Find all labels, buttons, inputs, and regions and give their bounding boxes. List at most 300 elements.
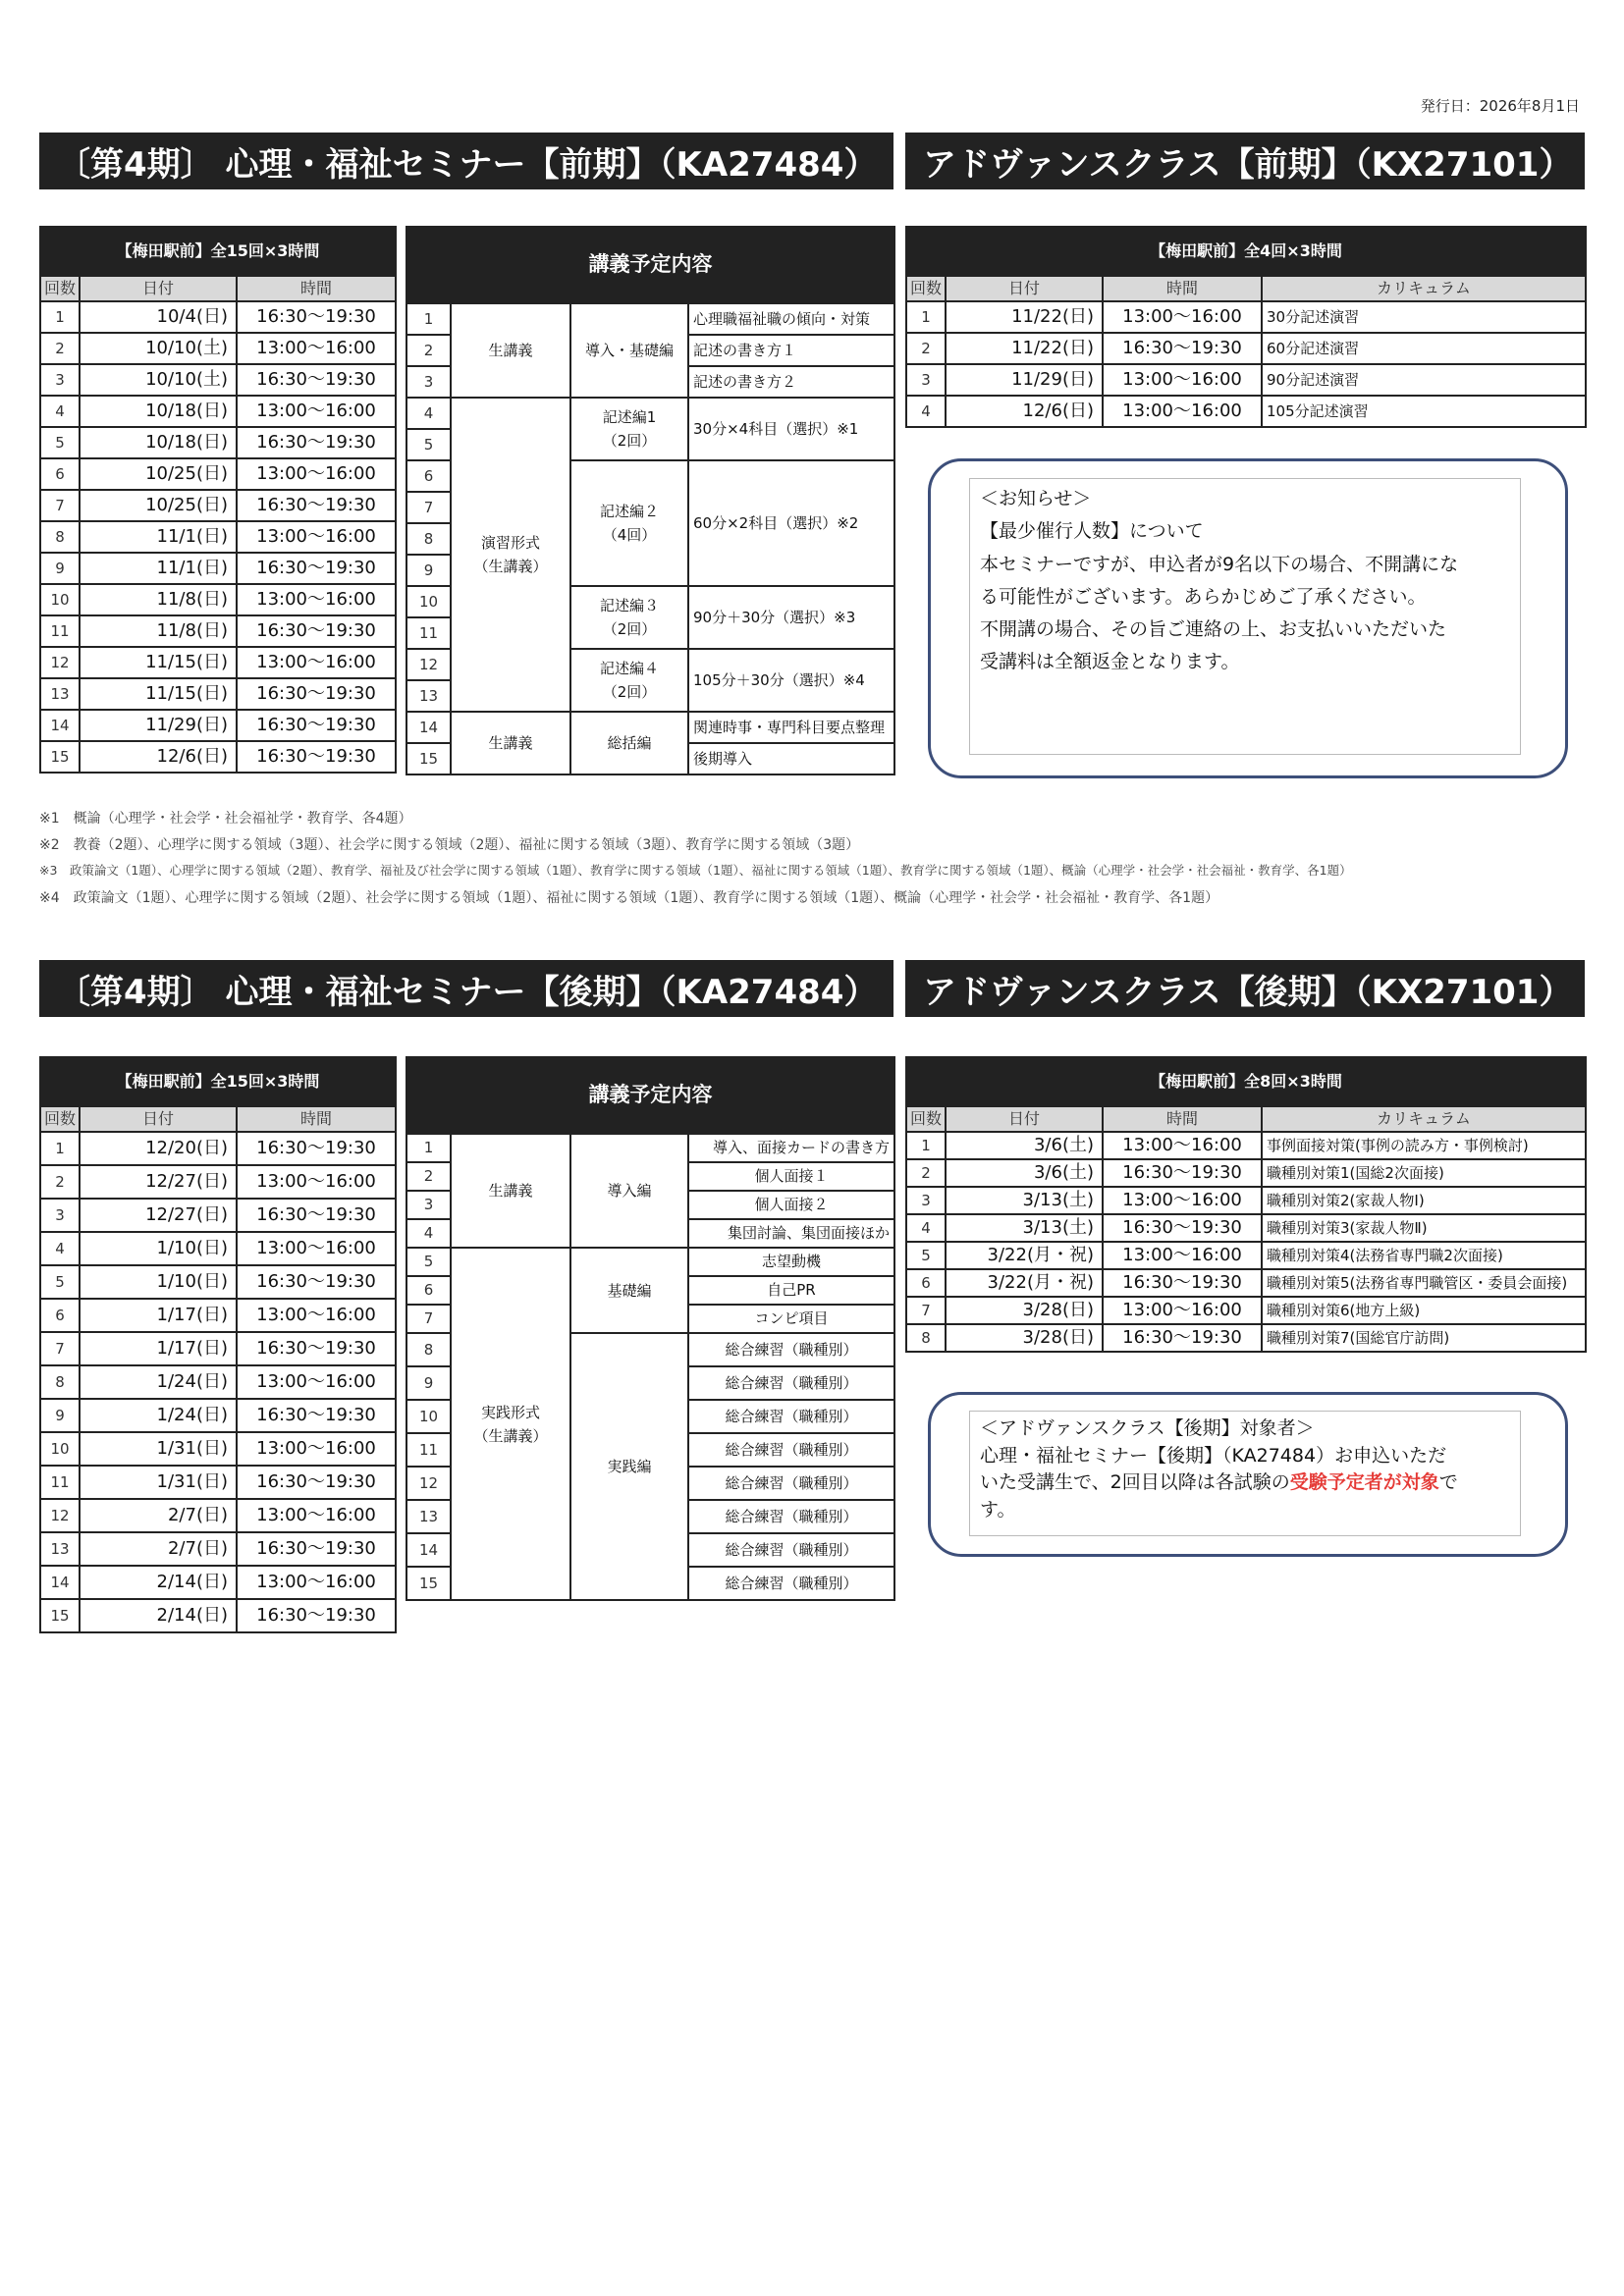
footnote-4: ※4 政策論文（1題）、心理学に関する領域（2題）、社会学に関する領域（1題）、福祉に関する領域（1題）、教育学に関する領域（1題）、概論（心理学・社会学・社会福祉・教育学、各1題） — [39, 890, 1219, 906]
notice-line: 不開講の場合、その旨ご連絡の上、お支払いいただいた — [980, 618, 1447, 640]
schedule-row — [40, 1599, 396, 1632]
schedule-row — [40, 1365, 396, 1399]
row-number: 14 — [40, 710, 80, 741]
row-time: 13:00〜16:00 — [1103, 1132, 1262, 1159]
footnote-1: ※1 概論（心理学・社会学・社会福祉学・教育学、各4題） — [39, 811, 412, 827]
col-count: 回数 — [906, 276, 946, 301]
row-date: 3/28(日) — [946, 1297, 1103, 1324]
lec-num: 15 — [406, 743, 451, 774]
footnote-2: ※2 教養（2題）、心理学に関する領域（3題）、社会学に関する領域（2題）、福祉に関する領域（3題）、教育学に関する領域（3題） — [39, 837, 860, 853]
title-second-right: アドヴァンスクラス【後期】（KX27101） — [905, 960, 1585, 1017]
row-time: 16:30〜19:30 — [237, 1466, 396, 1499]
row-curriculum: 職種別対策2(家裁人物Ⅰ) — [1262, 1187, 1586, 1214]
row-number: 3 — [40, 1199, 80, 1232]
lecture-row — [406, 1248, 894, 1276]
schedule-row — [40, 521, 396, 553]
col-count: 回数 — [906, 1106, 946, 1132]
schedule-row — [40, 396, 396, 427]
lecture-topic: 総合練習（職種別） — [688, 1400, 894, 1433]
lecture-section: 総括編 — [570, 712, 688, 774]
second-notice-content — [969, 1411, 1521, 1536]
row-time: 16:30〜19:30 — [237, 490, 396, 521]
row-time: 13:00〜16:00 — [1103, 364, 1262, 396]
row-curriculum: 90分記述演習 — [1262, 364, 1586, 396]
row-time: 16:30〜19:30 — [237, 1265, 396, 1299]
lecture-topic: 記述の書き方２ — [688, 366, 894, 398]
lec-num: 13 — [406, 680, 451, 712]
advance-row — [906, 1187, 1586, 1214]
lec-num: 2 — [406, 1162, 451, 1191]
row-time: 13:00〜16:00 — [237, 333, 396, 364]
second-schedule-table — [39, 1056, 397, 1633]
col-time: 時間 — [237, 276, 396, 301]
title-first-left: 〔第4期〕 心理・福祉セミナー【前期】（KA27484） — [39, 133, 893, 189]
schedule-row — [40, 1199, 396, 1232]
row-date: 12/27(日) — [80, 1199, 237, 1232]
lecture-section: 記述編２ （4回） — [570, 460, 688, 586]
advance-row — [906, 364, 1586, 396]
row-number: 7 — [40, 1332, 80, 1365]
lecture-topic: 90分＋30分（選択）※3 — [688, 586, 894, 649]
col-count: 回数 — [40, 1106, 80, 1132]
first-advance-header: 【梅田駅前】全4回×3時間 — [906, 227, 1586, 276]
row-number: 14 — [40, 1566, 80, 1599]
first-schedule-table — [39, 226, 397, 774]
row-curriculum: 職種別対策1(国総2次面接) — [1262, 1159, 1586, 1187]
row-date: 2/14(日) — [80, 1566, 237, 1599]
schedule-row — [40, 458, 396, 490]
first-notice-content — [969, 478, 1521, 755]
notice-line: す。 — [980, 1498, 1016, 1521]
row-date: 3/13(土) — [946, 1214, 1103, 1242]
col-date: 日付 — [946, 276, 1103, 301]
row-number: 9 — [40, 553, 80, 584]
col-time: 時間 — [1103, 276, 1262, 301]
row-time: 16:30〜19:30 — [237, 1399, 396, 1432]
lec-num: 9 — [406, 555, 451, 586]
row-number: 6 — [906, 1269, 946, 1297]
row-time: 16:30〜19:30 — [237, 1532, 396, 1566]
row-number: 9 — [40, 1399, 80, 1432]
row-time: 16:30〜19:30 — [1103, 333, 1262, 364]
lecture-topic: 導入、面接カードの書き方 — [688, 1134, 894, 1162]
schedule-row — [40, 1132, 396, 1165]
row-number: 5 — [40, 427, 80, 458]
first-lecture-header: 講義予定内容 — [406, 227, 894, 303]
schedule-row — [40, 301, 396, 333]
lecture-topic: 個人面接１ — [688, 1162, 894, 1191]
lec-num: 5 — [406, 429, 451, 460]
schedule-row — [40, 1265, 396, 1299]
lec-num: 13 — [406, 1500, 451, 1533]
row-time: 13:00〜16:00 — [237, 1566, 396, 1599]
row-time: 16:30〜19:30 — [237, 1332, 396, 1365]
advance-row — [906, 1132, 1586, 1159]
lec-num: 14 — [406, 1533, 451, 1567]
row-time: 16:30〜19:30 — [237, 678, 396, 710]
row-number: 12 — [40, 1499, 80, 1532]
advance-row — [906, 301, 1586, 333]
lecture-type: 生講義 — [451, 303, 570, 398]
lec-num: 12 — [406, 649, 451, 680]
row-number: 6 — [40, 1299, 80, 1332]
footnote-3: ※3 政策論文（1題）、心理学に関する領域（2題）、教育学、福祉及び社会学に関する領域（1題）、教育学に関する領域（1題）、福祉に関する領域（1題）、教育学に関する領域（1題）、概論（心理学・社会学・社会福祉・教育学、各1題） — [39, 863, 1352, 878]
row-number: 10 — [40, 584, 80, 615]
row-time: 16:30〜19:30 — [237, 301, 396, 333]
row-time: 13:00〜16:00 — [237, 458, 396, 490]
advance-row — [906, 333, 1586, 364]
row-date: 3/22(月・祝) — [946, 1269, 1103, 1297]
schedule-row — [40, 1566, 396, 1599]
lecture-topic: 自己PR — [688, 1276, 894, 1305]
row-time: 16:30〜19:30 — [237, 1599, 396, 1632]
row-curriculum: 職種別対策5(法務省専門職管区・委員会面接) — [1262, 1269, 1586, 1297]
row-date: 1/24(日) — [80, 1399, 237, 1432]
row-time: 13:00〜16:00 — [237, 584, 396, 615]
advance-row — [906, 1214, 1586, 1242]
schedule-row — [40, 1232, 396, 1265]
lec-num: 3 — [406, 1191, 451, 1219]
notice-line: 本セミナーですが、申込者が9名以下の場合、不開講にな — [980, 553, 1459, 575]
second-advance-header: 【梅田駅前】全8回×3時間 — [906, 1057, 1586, 1106]
row-curriculum: 職種別対策6(地方上級) — [1262, 1297, 1586, 1324]
lecture-topic: 総合練習（職種別） — [688, 1500, 894, 1533]
schedule-row — [40, 584, 396, 615]
schedule-row — [40, 553, 396, 584]
lec-num: 1 — [406, 303, 451, 335]
lecture-section: 基礎編 — [570, 1248, 688, 1333]
lec-num: 10 — [406, 1400, 451, 1433]
notice-line — [980, 1469, 1510, 1497]
row-date: 11/29(日) — [80, 710, 237, 741]
row-date: 12/27(日) — [80, 1165, 237, 1199]
notice-text: いた受講生で、2回目以降は各試験の — [980, 1471, 1290, 1494]
lec-num: 12 — [406, 1467, 451, 1500]
row-time: 16:30〜19:30 — [237, 364, 396, 396]
schedule-row — [40, 1466, 396, 1499]
row-number: 8 — [906, 1324, 946, 1352]
row-time: 13:00〜16:00 — [237, 1165, 396, 1199]
notice-line: 【最少催行人数】について — [980, 520, 1204, 543]
row-date: 1/24(日) — [80, 1365, 237, 1399]
row-date: 1/10(日) — [80, 1265, 237, 1299]
lecture-section: 記述編４ （2回） — [570, 649, 688, 712]
row-date: 11/22(日) — [946, 301, 1103, 333]
row-number: 13 — [40, 678, 80, 710]
row-number: 5 — [906, 1242, 946, 1269]
row-time: 13:00〜16:00 — [1103, 1187, 1262, 1214]
row-curriculum: 職種別対策7(国総官庁訪問) — [1262, 1324, 1586, 1352]
row-date: 12/6(日) — [80, 741, 237, 773]
lecture-type: 演習形式 （生講義） — [451, 398, 570, 712]
row-number: 3 — [906, 1187, 946, 1214]
lecture-type: 生講義 — [451, 1134, 570, 1248]
row-number: 13 — [40, 1532, 80, 1566]
row-time: 13:00〜16:00 — [237, 396, 396, 427]
row-number: 2 — [40, 333, 80, 364]
lec-num: 11 — [406, 1433, 451, 1467]
lecture-topic: 30分×4科目（選択）※1 — [688, 398, 894, 460]
row-time: 16:30〜19:30 — [1103, 1324, 1262, 1352]
row-time: 16:30〜19:30 — [237, 1132, 396, 1165]
lec-num: 11 — [406, 617, 451, 649]
title-second-left: 〔第4期〕 心理・福祉セミナー【後期】（KA27484） — [39, 960, 893, 1017]
lecture-topic: 集団討論、集団面接ほか — [688, 1219, 894, 1248]
row-curriculum: 事例面接対策(事例の読み方・事例検討) — [1262, 1132, 1586, 1159]
row-number: 7 — [40, 490, 80, 521]
row-number: 5 — [40, 1265, 80, 1299]
schedule-row — [40, 1299, 396, 1332]
row-date: 11/22(日) — [946, 333, 1103, 364]
row-number: 10 — [40, 1432, 80, 1466]
row-number: 11 — [40, 1466, 80, 1499]
row-number: 3 — [40, 364, 80, 396]
row-date: 1/17(日) — [80, 1332, 237, 1365]
lec-num: 7 — [406, 1305, 451, 1333]
row-time: 16:30〜19:30 — [237, 710, 396, 741]
lec-num: 9 — [406, 1366, 451, 1400]
advance-row — [906, 1269, 1586, 1297]
first-advance-table — [905, 226, 1587, 428]
row-date: 1/10(日) — [80, 1232, 237, 1265]
lecture-topic: 志望動機 — [688, 1248, 894, 1276]
row-time: 13:00〜16:00 — [1103, 396, 1262, 427]
row-number: 4 — [906, 396, 946, 427]
row-date: 2/7(日) — [80, 1532, 237, 1566]
schedule-row — [40, 427, 396, 458]
col-curriculum: カリキュラム — [1262, 276, 1586, 301]
lec-num: 5 — [406, 1248, 451, 1276]
schedule-row — [40, 333, 396, 364]
schedule-row — [40, 710, 396, 741]
notice-line: 心理・福祉セミナー【後期】（KA27484）お申込いただ — [980, 1444, 1447, 1467]
row-time: 13:00〜16:00 — [237, 1365, 396, 1399]
lecture-row — [406, 1134, 894, 1162]
notice-line: ＜お知らせ＞ — [980, 488, 1092, 509]
lecture-topic: 105分＋30分（選択）※4 — [688, 649, 894, 712]
row-date: 10/25(日) — [80, 458, 237, 490]
lecture-type: 実践形式 （生講義） — [451, 1248, 570, 1600]
row-number: 2 — [906, 1159, 946, 1187]
lec-num: 6 — [406, 460, 451, 492]
row-date: 1/31(日) — [80, 1432, 237, 1466]
lec-num: 6 — [406, 1276, 451, 1305]
row-number: 2 — [40, 1165, 80, 1199]
notice-line: 受講料は全額返金となります。 — [980, 651, 1240, 673]
lecture-section: 導入編 — [570, 1134, 688, 1248]
row-date: 10/18(日) — [80, 396, 237, 427]
row-number: 3 — [906, 364, 946, 396]
issue-date: 発行日：2026年8月1日 — [1420, 97, 1580, 115]
row-number: 6 — [40, 458, 80, 490]
row-time: 13:00〜16:00 — [237, 521, 396, 553]
row-time: 16:30〜19:30 — [237, 1199, 396, 1232]
row-time: 16:30〜19:30 — [237, 615, 396, 647]
schedule-row — [40, 647, 396, 678]
row-number: 4 — [40, 396, 80, 427]
title-first-right: アドヴァンスクラス【前期】（KX27101） — [905, 133, 1585, 189]
lec-num: 2 — [406, 335, 451, 366]
schedule-row — [40, 490, 396, 521]
row-date: 11/1(日) — [80, 521, 237, 553]
lecture-section: 導入・基礎編 — [570, 303, 688, 398]
second-lecture-header: 講義予定内容 — [406, 1057, 894, 1134]
lecture-topic: 60分×2科目（選択）※2 — [688, 460, 894, 586]
row-number: 1 — [40, 1132, 80, 1165]
row-number: 4 — [40, 1232, 80, 1265]
lecture-topic: 記述の書き方１ — [688, 335, 894, 366]
lecture-section: 実践編 — [570, 1333, 688, 1600]
lec-num: 8 — [406, 1333, 451, 1366]
advance-row — [906, 1297, 1586, 1324]
col-time: 時間 — [1103, 1106, 1262, 1132]
row-number: 8 — [40, 1365, 80, 1399]
schedule-row — [40, 741, 396, 773]
row-number: 1 — [40, 301, 80, 333]
row-number: 8 — [40, 521, 80, 553]
schedule-row — [40, 615, 396, 647]
notice-highlight: 受験予定者が対象 — [1289, 1471, 1439, 1494]
row-number: 15 — [40, 741, 80, 773]
row-date: 10/18(日) — [80, 427, 237, 458]
advance-row — [906, 396, 1586, 427]
lecture-section: 記述編３ （2回） — [570, 586, 688, 649]
row-date: 10/25(日) — [80, 490, 237, 521]
lecture-topic: 総合練習（職種別） — [688, 1467, 894, 1500]
notice-text: で — [1438, 1471, 1458, 1494]
row-time: 16:30〜19:30 — [1103, 1269, 1262, 1297]
lecture-topic: コンピ項目 — [688, 1305, 894, 1333]
row-date: 10/4(日) — [80, 301, 237, 333]
lecture-topic: 後期導入 — [688, 743, 894, 774]
row-time: 16:30〜19:30 — [1103, 1214, 1262, 1242]
row-time: 13:00〜16:00 — [237, 1499, 396, 1532]
lecture-topic: 心理職福祉職の傾向・対策 — [688, 303, 894, 335]
advance-row — [906, 1242, 1586, 1269]
schedule-row — [40, 1499, 396, 1532]
col-date: 日付 — [80, 276, 237, 301]
col-date: 日付 — [946, 1106, 1103, 1132]
lecture-type: 生講義 — [451, 712, 570, 774]
row-time: 13:00〜16:00 — [237, 1299, 396, 1332]
row-number: 7 — [906, 1297, 946, 1324]
advance-row — [906, 1159, 1586, 1187]
row-date: 10/10(土) — [80, 333, 237, 364]
row-date: 3/28(日) — [946, 1324, 1103, 1352]
col-curriculum: カリキュラム — [1262, 1106, 1586, 1132]
row-time: 16:30〜19:30 — [237, 427, 396, 458]
schedule-row — [40, 1332, 396, 1365]
col-date: 日付 — [80, 1106, 237, 1132]
lec-num: 15 — [406, 1567, 451, 1600]
advance-row — [906, 1324, 1586, 1352]
lec-num: 14 — [406, 712, 451, 743]
row-date: 11/15(日) — [80, 678, 237, 710]
col-count: 回数 — [40, 276, 80, 301]
row-number: 1 — [906, 301, 946, 333]
schedule-row — [40, 678, 396, 710]
lecture-topic: 総合練習（職種別） — [688, 1567, 894, 1600]
schedule-row — [40, 1432, 396, 1466]
lec-num: 7 — [406, 492, 451, 523]
lecture-topic: 個人面接２ — [688, 1191, 894, 1219]
row-date: 11/29(日) — [946, 364, 1103, 396]
row-date: 3/22(月・祝) — [946, 1242, 1103, 1269]
lecture-topic: 総合練習（職種別） — [688, 1433, 894, 1467]
notice-line: ＜アドヴァンスクラス【後期】対象者＞ — [980, 1417, 1315, 1439]
row-time: 13:00〜16:00 — [1103, 1242, 1262, 1269]
first-lecture-table — [406, 226, 895, 775]
row-curriculum: 30分記述演習 — [1262, 301, 1586, 333]
second-schedule-header: 【梅田駅前】全15回×3時間 — [40, 1057, 396, 1106]
row-curriculum: 職種別対策4(法務省専門職2次面接) — [1262, 1242, 1586, 1269]
row-number: 12 — [40, 647, 80, 678]
lecture-topic: 総合練習（職種別） — [688, 1333, 894, 1366]
row-time: 16:30〜19:30 — [237, 553, 396, 584]
row-date: 2/7(日) — [80, 1499, 237, 1532]
second-advance-table — [905, 1056, 1587, 1353]
row-date: 11/8(日) — [80, 615, 237, 647]
row-date: 12/20(日) — [80, 1132, 237, 1165]
lecture-topic: 総合練習（職種別） — [688, 1533, 894, 1567]
row-date: 11/1(日) — [80, 553, 237, 584]
row-time: 13:00〜16:00 — [237, 1432, 396, 1466]
row-date: 11/15(日) — [80, 647, 237, 678]
lec-num: 1 — [406, 1134, 451, 1162]
row-number: 1 — [906, 1132, 946, 1159]
row-date: 2/14(日) — [80, 1599, 237, 1632]
col-time: 時間 — [237, 1106, 396, 1132]
lecture-topic: 総合練習（職種別） — [688, 1366, 894, 1400]
row-time: 16:30〜19:30 — [1103, 1159, 1262, 1187]
schedule-row — [40, 1532, 396, 1566]
lec-num: 3 — [406, 366, 451, 398]
row-date: 3/6(土) — [946, 1132, 1103, 1159]
row-curriculum: 60分記述演習 — [1262, 333, 1586, 364]
schedule-row — [40, 1165, 396, 1199]
row-date: 3/6(土) — [946, 1159, 1103, 1187]
lec-num: 8 — [406, 523, 451, 555]
row-number: 11 — [40, 615, 80, 647]
row-time: 13:00〜16:00 — [237, 647, 396, 678]
row-number: 2 — [906, 333, 946, 364]
row-date: 11/8(日) — [80, 584, 237, 615]
row-time: 16:30〜19:30 — [237, 741, 396, 773]
lecture-topic: 関連時事・専門科目要点整理 — [688, 712, 894, 743]
schedule-row — [40, 364, 396, 396]
first-schedule-header: 【梅田駅前】全15回×3時間 — [40, 227, 396, 276]
lec-num: 10 — [406, 586, 451, 617]
second-lecture-table — [406, 1056, 895, 1601]
row-curriculum: 職種別対策3(家裁人物Ⅱ) — [1262, 1214, 1586, 1242]
lec-num: 4 — [406, 398, 451, 429]
lecture-section: 記述編1 （2回） — [570, 398, 688, 460]
row-date: 10/10(土) — [80, 364, 237, 396]
row-date: 3/13(土) — [946, 1187, 1103, 1214]
schedule-row — [40, 1399, 396, 1432]
row-number: 15 — [40, 1599, 80, 1632]
row-date: 1/31(日) — [80, 1466, 237, 1499]
row-date: 1/17(日) — [80, 1299, 237, 1332]
row-number: 4 — [906, 1214, 946, 1242]
notice-line: る可能性がございます。あらかじめご了承ください。 — [980, 585, 1427, 608]
row-date: 12/6(日) — [946, 396, 1103, 427]
lec-num: 4 — [406, 1219, 451, 1248]
row-curriculum: 105分記述演習 — [1262, 396, 1586, 427]
row-time: 13:00〜16:00 — [1103, 1297, 1262, 1324]
row-time: 13:00〜16:00 — [1103, 301, 1262, 333]
row-time: 13:00〜16:00 — [237, 1232, 396, 1265]
